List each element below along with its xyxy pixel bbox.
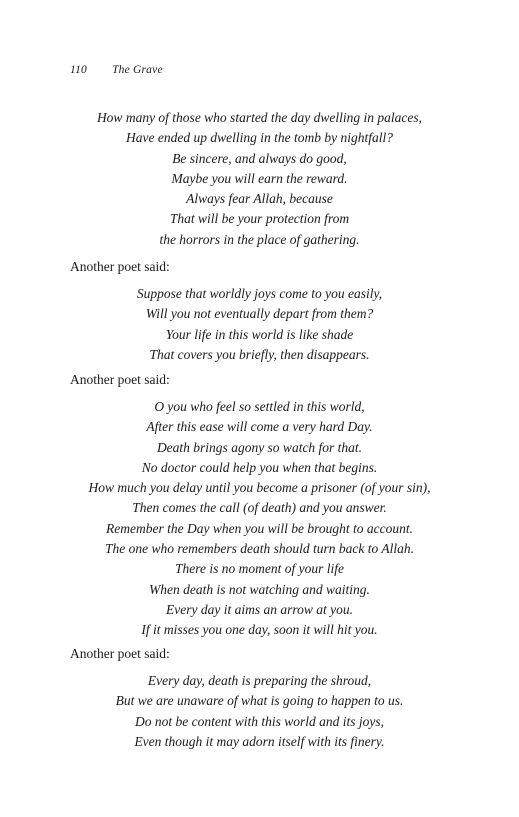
- poem-line: That will be your protection from: [169, 211, 350, 227]
- poem-block: [0, 108, 519, 250]
- poem-line: But we are unaware of what is going to happen to us.: [115, 693, 404, 709]
- poem-line: Suppose that worldly joys come to you easily,: [136, 286, 383, 301]
- poem-line: The one who remembers death should turn back to Allah.: [105, 541, 414, 557]
- poem-line: Death brings agony so watch for that.: [156, 439, 363, 455]
- poem-block: [0, 284, 519, 365]
- poem-line: Every day it aims an arrow at you.: [166, 601, 353, 617]
- poem-line: Even though it may adorn itself with its finery.: [134, 733, 385, 749]
- page-number: 110: [70, 64, 87, 76]
- poem-line: That covers you briefly, then disappears.: [149, 346, 370, 362]
- poem-line: There is no moment of your life: [175, 561, 344, 577]
- poem-block: [0, 397, 519, 641]
- poem-line: Do not be content with this world and its joys,: [135, 713, 384, 729]
- poem-line: If it misses you one day, soon it will hit you.: [141, 622, 378, 638]
- poem-line: Will you not eventually depart from them?: [145, 306, 374, 322]
- poem-line: Remember the Day when you will be brought to account.: [106, 520, 413, 536]
- poem-line: Have ended up dwelling in the tomb by nightfall?: [126, 130, 393, 146]
- poem-line: After this ease will come a very hard Day.: [146, 419, 373, 435]
- poem-line: Your life in this world is like shade: [165, 326, 354, 342]
- poem-line: O you who feel so settled in this world,: [154, 399, 365, 414]
- poem-line: When death is not watching and waiting.: [149, 581, 370, 597]
- poem-intro: Another poet said:: [70, 372, 170, 387]
- poem-intro: Another poet said:: [70, 646, 170, 661]
- poem-line: Always fear Allah, because: [186, 191, 333, 207]
- running-title: The Grave: [112, 64, 163, 76]
- poem-line: Be sincere, and always do good,: [172, 150, 347, 166]
- poem-line: Then comes the call (of death) and you answer.: [132, 500, 387, 516]
- poem-line: Every day, death is preparing the shroud,: [147, 673, 372, 688]
- poem-line: Maybe you will earn the reward.: [171, 170, 348, 186]
- poem-line: the horrors in the place of gathering.: [159, 231, 360, 247]
- poem-line: No doctor could help you when that begins.: [141, 459, 378, 475]
- poem-intro: Another poet said:: [70, 259, 170, 274]
- poem-line: How much you delay until you become a prisoner (of your sin),: [88, 480, 431, 496]
- poem-line: How many of those who started the day dwelling in palaces,: [96, 110, 423, 125]
- running-header: [70, 64, 163, 76]
- poem-block: [0, 671, 519, 752]
